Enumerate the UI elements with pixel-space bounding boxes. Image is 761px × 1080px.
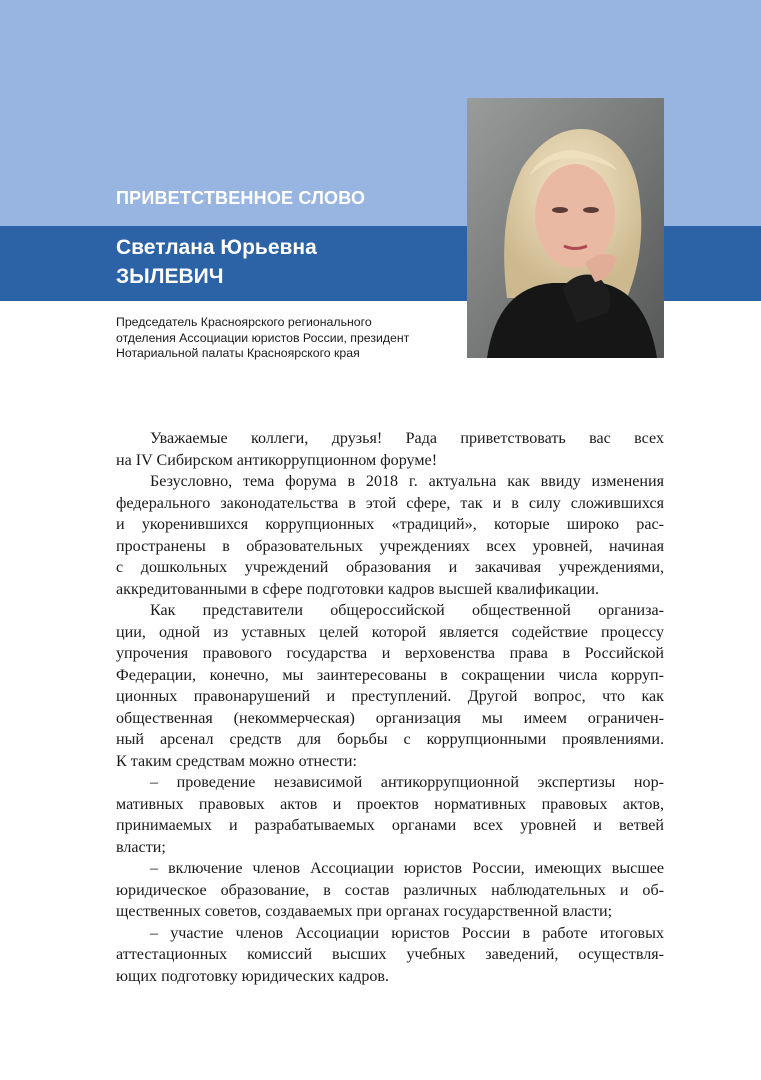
author-role xyxy=(116,315,461,362)
author-portrait-photo xyxy=(467,98,664,358)
author-first-name: Светлана Юрьевна xyxy=(116,236,317,259)
paragraph-line: ционных правонарушений и преступлений. Другой вопрос, что как xyxy=(116,688,664,705)
paragraph-line: мативных правовых актов и проектов нормативных правовых актов, xyxy=(116,795,664,813)
paragraph-line: Как представители общероссийской общественной организа- xyxy=(150,602,664,619)
section-title: ПРИВЕТСТВЕННОЕ СЛОВО xyxy=(116,188,366,208)
paragraph-line: юридическое образование, в состав различных наблюдательных и об- xyxy=(116,881,664,899)
author-role-line: Председатель Красноярского регионального xyxy=(116,315,372,329)
paragraph-line: – участие членов Ассоциации юристов России в работе итоговых xyxy=(150,924,664,942)
paragraph-line: щественных советов, создаваемых при органах государственной власти; xyxy=(116,903,613,920)
paragraph-line: упрочения правового государства и верховенства права в Российской xyxy=(116,645,664,662)
paragraph-line: пространены в образовательных учреждениях всех уровней, начиная xyxy=(116,537,664,555)
paragraph-line: с дошкольных учреждений образования и закачивая учреждениями, xyxy=(116,559,664,576)
paragraph-line: – включение членов Ассоциации юристов России, имеющих высшее xyxy=(150,860,664,877)
paragraph-line: Безусловно, тема форума в 2018 г. актуальна как ввиду изменения xyxy=(150,473,664,490)
author-role-line: Нотариальной палаты Красноярского края xyxy=(116,346,360,360)
paragraph-line: принимаемых и разрабатываемых органами всех уровней и ветвей xyxy=(116,817,664,834)
paragraph-line: власти; xyxy=(116,838,166,856)
paragraph-line: общественная (некоммерческая) организация мы имеем ограничен- xyxy=(116,709,664,727)
paragraph-line: на IV Сибирском антикоррупционном форуме! xyxy=(116,451,438,469)
author-role-line: отделения Ассоциации юристов России, президент xyxy=(116,330,410,345)
paragraph-line: Федерации, конечно, мы заинтересованы в сокращении числа корруп- xyxy=(116,666,664,684)
paragraph-line: ции, одной из уставных целей которой является содействие процессу xyxy=(116,623,664,641)
paragraph-line: и укоренившихся коррупционных «традиций», которые широко рас- xyxy=(116,516,664,533)
paragraph-line: аттестационных комиссий высших учебных заведений, осуществля- xyxy=(116,946,664,963)
paragraph-line: аккредитованными в сфере подготовки кадров высшей квалификации. xyxy=(116,580,600,598)
article-body xyxy=(116,428,664,987)
paragraph-line: К таким средствам можно отнести: xyxy=(116,752,357,770)
paragraph-line: федерального законодательства в этой сфере, так и в силу сложившихся xyxy=(116,494,664,512)
paragraph-line: ющих подготовку юридических кадров. xyxy=(116,967,390,985)
paragraph-line: ный арсенал средств для борьбы с коррупционными проявлениями. xyxy=(116,731,664,748)
author-last-name: ЗЫЛЕВИЧ xyxy=(116,265,224,288)
paragraph-line: – проведение независимой антикоррупционной экспертизы нор- xyxy=(150,774,664,791)
paragraph-line: Уважаемые коллеги, друзья! Рада приветствовать вас всех xyxy=(150,430,664,447)
